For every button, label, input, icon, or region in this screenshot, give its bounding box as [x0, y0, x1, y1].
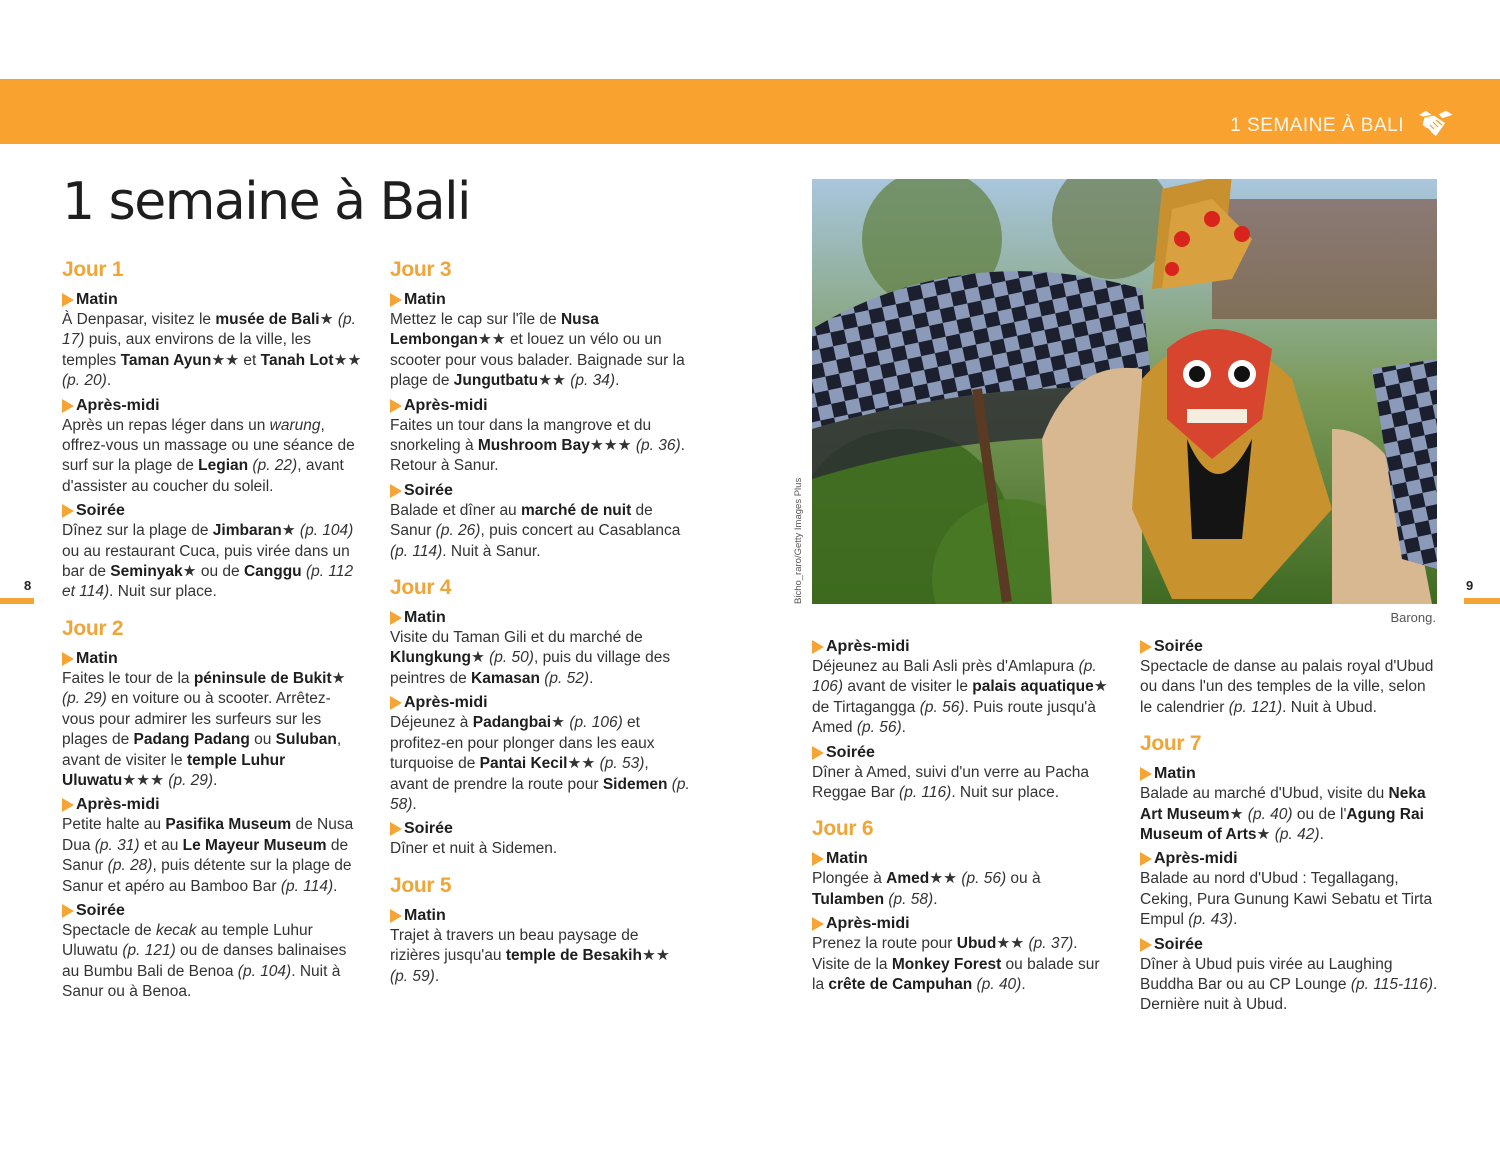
arrow-icon	[62, 399, 74, 413]
day-3	[390, 258, 690, 562]
page-number-left: 8	[24, 578, 32, 593]
arrow-icon	[812, 640, 824, 654]
arrow-icon	[1140, 767, 1152, 781]
slot-text: Dînez sur la plage de Jimbaran★ (p. 104) ou au restaurant Cuca, puis virée dans un bar de Seminyak★ ou de Canggu (p. 112 et 114). Nuit sur place.	[62, 522, 354, 601]
arrow-icon	[62, 904, 74, 918]
day-title: Jour 1	[62, 258, 124, 281]
column-1	[62, 258, 362, 1017]
slot-title: Après-midi	[812, 637, 1112, 657]
slot-title: Matin	[812, 849, 1112, 869]
slot-text: Spectacle de kecak au temple Luhur Uluwatu (p. 121) ou de danses balinaises au Bumbu Bali de Benoa (p. 104). Nuit à Sanur ou à Benoa.	[62, 921, 347, 1001]
slot-title: Matin	[62, 649, 362, 669]
arrow-icon	[390, 611, 402, 625]
slot-text: Balade au marché d'Ubud, visite du Neka Art Museum★ (p. 40) ou de l'Agung Rai Museum of Arts★ (p. 42).	[1140, 785, 1426, 844]
slot-title: Soirée	[62, 501, 362, 521]
arrow-icon	[62, 798, 74, 812]
handshake-icon	[1416, 107, 1456, 141]
slot-text: Spectacle de danse au palais royal d'Ubud ou dans l'un des temples de la ville, selon le calendrier (p. 121). Nuit à Ubud.	[1140, 658, 1434, 716]
slot-title: Après-midi	[812, 914, 1112, 934]
arrow-icon	[390, 696, 402, 710]
photo-caption: Barong.	[1390, 610, 1436, 625]
slot-title: Soirée	[1140, 637, 1440, 657]
section-banner	[0, 79, 1500, 144]
arrow-icon	[390, 484, 402, 498]
slot-title: Après-midi	[390, 693, 690, 713]
page-tab-left	[0, 598, 34, 604]
slot-title: Soirée	[812, 743, 1112, 763]
slot-text: Petite halte au Pasifika Museum de Nusa Dua (p. 31) et au Le Mayeur Museum de Sanur (p. 28), puis détente sur la plage de Sanur et apéro au Bamboo Bar (p. 114).	[62, 816, 354, 895]
slot-text: Dîner à Ubud puis virée au Laughing Buddha Bar ou au CP Lounge (p. 115-116). Dernière nuit à Ubud.	[1140, 955, 1438, 1014]
slot-title: Soirée	[390, 481, 690, 501]
page-number-right: 9	[1466, 578, 1474, 593]
slot-text: Dîner et nuit à Sidemen.	[390, 840, 558, 858]
slot-title: Soirée	[390, 819, 690, 839]
day-7	[1140, 732, 1440, 1016]
day-1	[62, 258, 362, 603]
section-title: 1 SEMAINE À BALI	[1230, 115, 1404, 136]
page-tab-right	[1464, 598, 1500, 604]
arrow-icon	[390, 822, 402, 836]
column-4	[1140, 637, 1440, 1030]
day-6	[812, 817, 1112, 995]
slot-text: À Denpasar, visitez le musée de Bali★ (p. 17) puis, aux environs de la ville, les temples Taman Ayun★★ et Tanah Lot★★ (p. 20).	[62, 311, 362, 390]
day-4	[390, 576, 690, 860]
slot-text: Déjeunez au Bali Asli près d'Amlapura (p. 106) avant de visiter le palais aquatique★ de Tirtagangga (p. 56). Puis route jusqu'à Amed (p. 56).	[812, 658, 1108, 737]
slot-text: Mettez le cap sur l'île de Nusa Lembongan★★ et louez un vélo ou un scooter pour vous balader. Baignade sur la plage de Jungutbatu★★ (p. 34).	[390, 311, 685, 390]
arrow-icon	[390, 909, 402, 923]
arrow-icon	[62, 293, 74, 307]
column-3	[812, 637, 1112, 1009]
slot-title: Matin	[390, 906, 690, 926]
slot-title: Matin	[1140, 764, 1440, 784]
column-2	[390, 258, 690, 1001]
slot-title: Après-midi	[62, 795, 362, 815]
slot-title: Après-midi	[390, 396, 690, 416]
arrow-icon	[62, 652, 74, 666]
slot-text: Visite du Taman Gili et du marché de Klungkung★ (p. 50), puis du village des peintres de Kamasan (p. 52).	[390, 629, 671, 687]
barong-illustration	[812, 179, 1437, 604]
slot-text: Dîner à Amed, suivi d'un verre au Pacha Reggae Bar (p. 116). Nuit sur place.	[812, 763, 1089, 802]
arrow-icon	[812, 852, 824, 866]
photo-credit: Bicho_raro/Getty Images Plus	[793, 477, 804, 604]
arrow-icon	[390, 399, 402, 413]
arrow-icon	[1140, 938, 1152, 952]
arrow-icon	[62, 504, 74, 518]
day-title: Jour 6	[812, 817, 874, 841]
slot-text: Balade et dîner au marché de nuit de Sanur (p. 26), puis concert au Casablanca (p. 114). Nuit à Sanur.	[390, 501, 681, 560]
arrow-icon	[1140, 640, 1152, 654]
day-title: Jour 7	[1140, 732, 1202, 756]
day-2	[62, 617, 362, 1003]
barong-photo	[812, 179, 1437, 604]
slot-text: Après un repas léger dans un warung, offrez-vous un massage ou une séance de surf sur la plage de Legian (p. 22), avant d'assister au coucher du soleil.	[62, 416, 355, 495]
slot-text: Faites le tour de la péninsule de Bukit★ (p. 29) en voiture ou à scooter. Arrêtez-vous pour admirer les surfeurs sur les plages de Padang Padang ou Suluban, avant de visiter le temple Luhur Uluwatu★★★ (p. 29).	[62, 669, 346, 789]
day-title: Jour 2	[62, 616, 124, 640]
slot-title: Matin	[390, 608, 690, 628]
slot-text: Trajet à travers un beau paysage de rizières jusqu'au temple de Besakih★★ (p. 59).	[390, 926, 670, 985]
slot-text: Plongée à Amed★★ (p. 56) ou à Tulamben (p. 58).	[812, 870, 1041, 908]
slot-title: Matin	[62, 290, 362, 310]
day-title: Jour 3	[390, 258, 452, 281]
day-5-continued	[812, 637, 1112, 803]
arrow-icon	[390, 293, 402, 307]
slot-title: Matin	[390, 290, 690, 310]
slot-title: Après-midi	[62, 396, 362, 416]
page-title: 1 semaine à Bali	[62, 172, 470, 232]
arrow-icon	[1140, 852, 1152, 866]
day-6-continued	[1140, 637, 1440, 718]
slot-title: Après-midi	[1140, 849, 1440, 869]
day-title: Jour 4	[390, 576, 452, 600]
slot-title: Soirée	[62, 901, 362, 921]
slot-text: Déjeunez à Padangbai★ (p. 106) et profitez-en pour plonger dans les eaux turquoise de Pantai Kecil★★ (p. 53), avant de prendre la route pour Sidemen (p. 58).	[390, 714, 690, 813]
arrow-icon	[812, 746, 824, 760]
slot-text: Balade au nord d'Ubud : Tegallagang, Ceking, Pura Gunung Kawi Sebatu et Tirta Empul (p. 43).	[1140, 870, 1433, 929]
slot-text: Prenez la route pour Ubud★★ (p. 37). Visite de la Monkey Forest ou balade sur la crête de Campuhan (p. 40).	[812, 935, 1100, 994]
day-5	[390, 874, 690, 987]
arrow-icon	[812, 917, 824, 931]
slot-text: Faites un tour dans la mangrove et du snorkeling à Mushroom Bay★★★ (p. 36). Retour à Sanur.	[390, 416, 685, 475]
slot-title: Soirée	[1140, 935, 1440, 955]
day-title: Jour 5	[390, 873, 452, 897]
